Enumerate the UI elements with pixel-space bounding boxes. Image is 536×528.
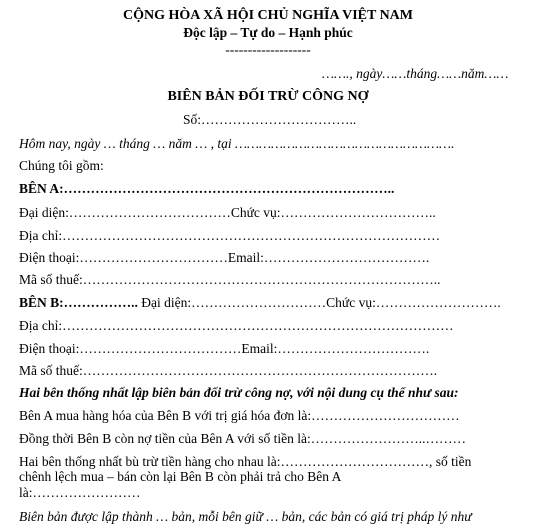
offset-line-3: là:…………………… [19, 485, 141, 500]
party-b-heading: BÊN B:…………….. [19, 295, 138, 310]
party-a-phone-email: Điện thoại:……………………………Email:………………………………. [19, 250, 430, 265]
offset-line-2: chênh lệch mua – bán còn lại Bên B còn phải trả cho Bên A [19, 469, 342, 484]
header-separator: ------------------- [225, 42, 311, 57]
agreement-heading: Hai bên thống nhất lập biên bản đối trừ công nợ, với nội dung cụ thể như sau: [19, 385, 459, 400]
country-name: CỘNG HÒA XÃ HỘI CHỦ NGHĨA VIỆT NAM [122, 8, 413, 23]
party-a-representative: Đại diện:………………………………Chức vụ:…………………………….. [19, 205, 436, 220]
party-b-phone-email: Điện thoại:………………………………Email:……………………………. [19, 341, 430, 356]
party-a-purchase-line: Bên A mua hàng hóa của Bên B với trị giá hóa đơn là:…………………………… [19, 408, 460, 423]
party-a-tax-code: Mã số thuế:…………………………………………………………………….. [19, 272, 441, 287]
date-line: ……., ngày……tháng……năm…… [322, 66, 509, 81]
intro-line: Hôm nay, ngày … tháng … năm … , tại ………………………………………………. [19, 136, 455, 151]
party-b-line [19, 295, 501, 311]
party-b-debt-line: Đồng thời Bên B còn nợ tiền của Bên A với số tiền là:……………………..……… [19, 431, 467, 446]
party-b-tax-code: Mã số thuế:……………………………………………………………………. [19, 363, 438, 378]
attendees-label: Chúng tôi gồm: [19, 158, 104, 173]
document-number: Số:…………………………….. [183, 112, 357, 127]
offset-line-1: Hai bên thống nhất bù trừ tiền hàng cho nhau là:……………………………, số tiền [19, 454, 472, 469]
party-a-heading: BÊN A:……………………………………………………………….. [19, 181, 395, 196]
national-motto: Độc lập – Tự do – Hạnh phúc [183, 25, 353, 40]
closing-line: Biên bản được lập thành … bản, mỗi bên giữ … bản, các bản có giá trị pháp lý như [19, 509, 472, 524]
party-a-address: Địa chỉ:………………………………………………………………………… [19, 228, 441, 243]
party-b-address: Địa chỉ:…………………………………………………………………………… [19, 318, 454, 333]
party-b-representative: Đại diện:…………………………Chức vụ:………………………. [141, 295, 501, 310]
document-title: BIÊN BẢN ĐỐI TRỪ CÔNG NỢ [167, 89, 369, 104]
